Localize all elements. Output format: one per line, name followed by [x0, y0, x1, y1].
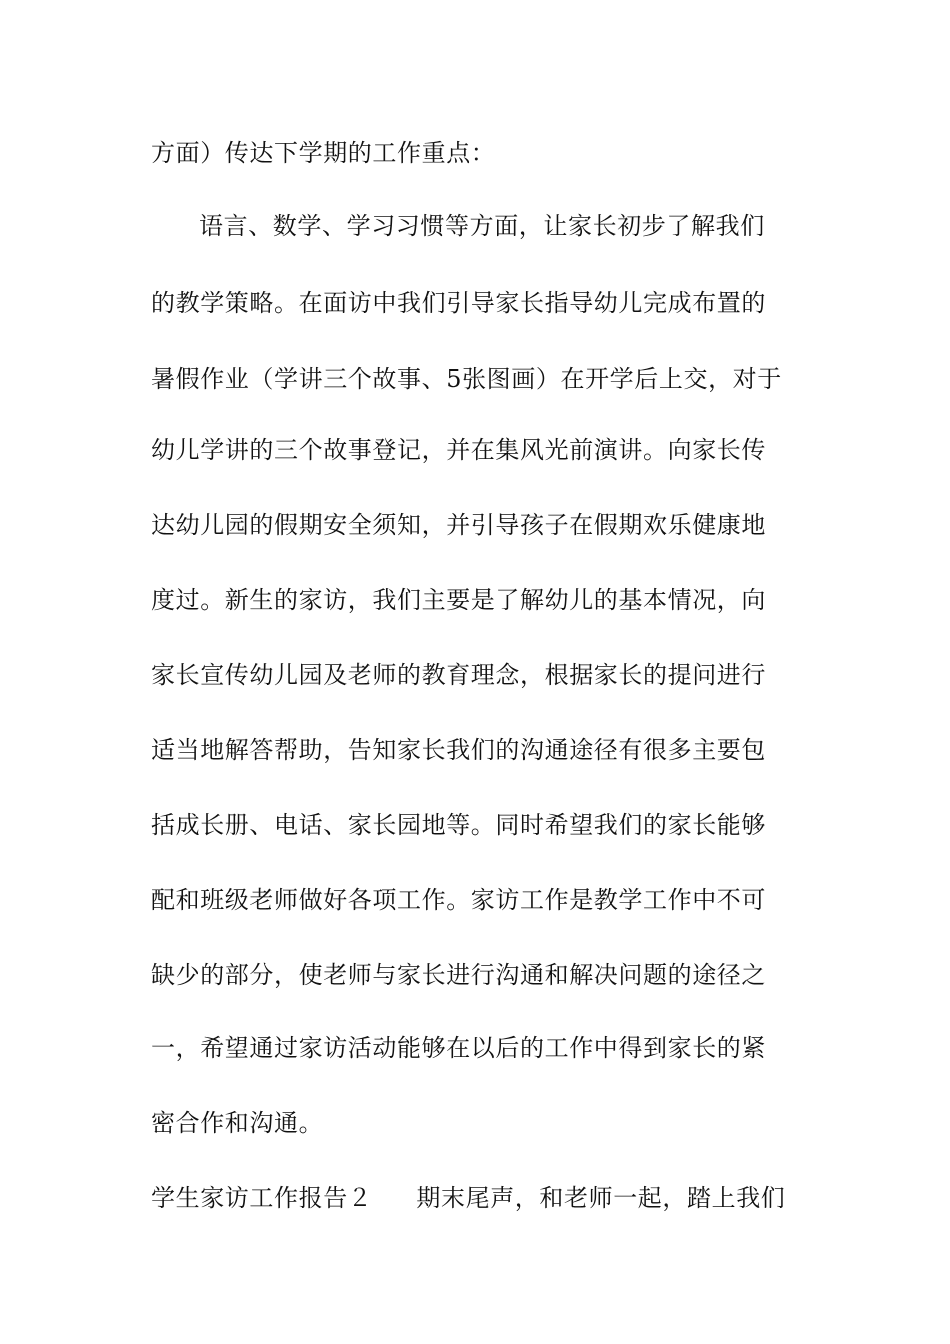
- paragraph-line: 密合作和沟通。: [151, 1109, 324, 1137]
- paragraph-line: 缺少的部分，使老师与家长进行沟通和解决问题的途径之: [151, 961, 766, 989]
- paragraph-line: 家长宣传幼儿园及老师的教育理念，根据家长的提问进行: [151, 661, 766, 689]
- paragraph-line: 暑假作业（学讲三个故事、5张图画）在开学后上交，对于: [151, 365, 782, 393]
- paragraph-line: 配和班级老师做好各项工作。家访工作是教学工作中不可: [151, 886, 766, 914]
- paragraph-line: 度过。新生的家访，我们主要是了解幼儿的基本情况，向: [151, 586, 766, 614]
- paragraph-line: 括成长册、电话、家长园地等。同时希望我们的家长能够: [151, 811, 766, 839]
- paragraph-line: 达幼儿园的假期安全须知，并引导孩子在假期欢乐健康地: [151, 511, 766, 539]
- section-first-line: 期末尾声，和老师一起，踏上我们: [416, 1184, 786, 1212]
- paragraph-line: 适当地解答帮助，告知家长我们的沟通途径有很多主要包: [151, 736, 766, 764]
- section-heading-line: [151, 1183, 785, 1213]
- paragraph-line: 一，希望通过家访活动能够在以后的工作中得到家长的紧: [151, 1034, 766, 1062]
- paragraph-line: 幼儿学讲的三个故事登记，并在集风光前演讲。向家长传: [151, 436, 766, 464]
- paragraph-line: 方面）传达下学期的工作重点：: [151, 139, 496, 167]
- paragraph-line: 的教学策略。在面访中我们引导家长指导幼儿完成布置的: [151, 289, 766, 317]
- section-title: 学生家访工作报告２: [151, 1184, 373, 1212]
- paragraph-line: 语言、数学、学习习惯等方面，让家长初步了解我们: [199, 212, 765, 240]
